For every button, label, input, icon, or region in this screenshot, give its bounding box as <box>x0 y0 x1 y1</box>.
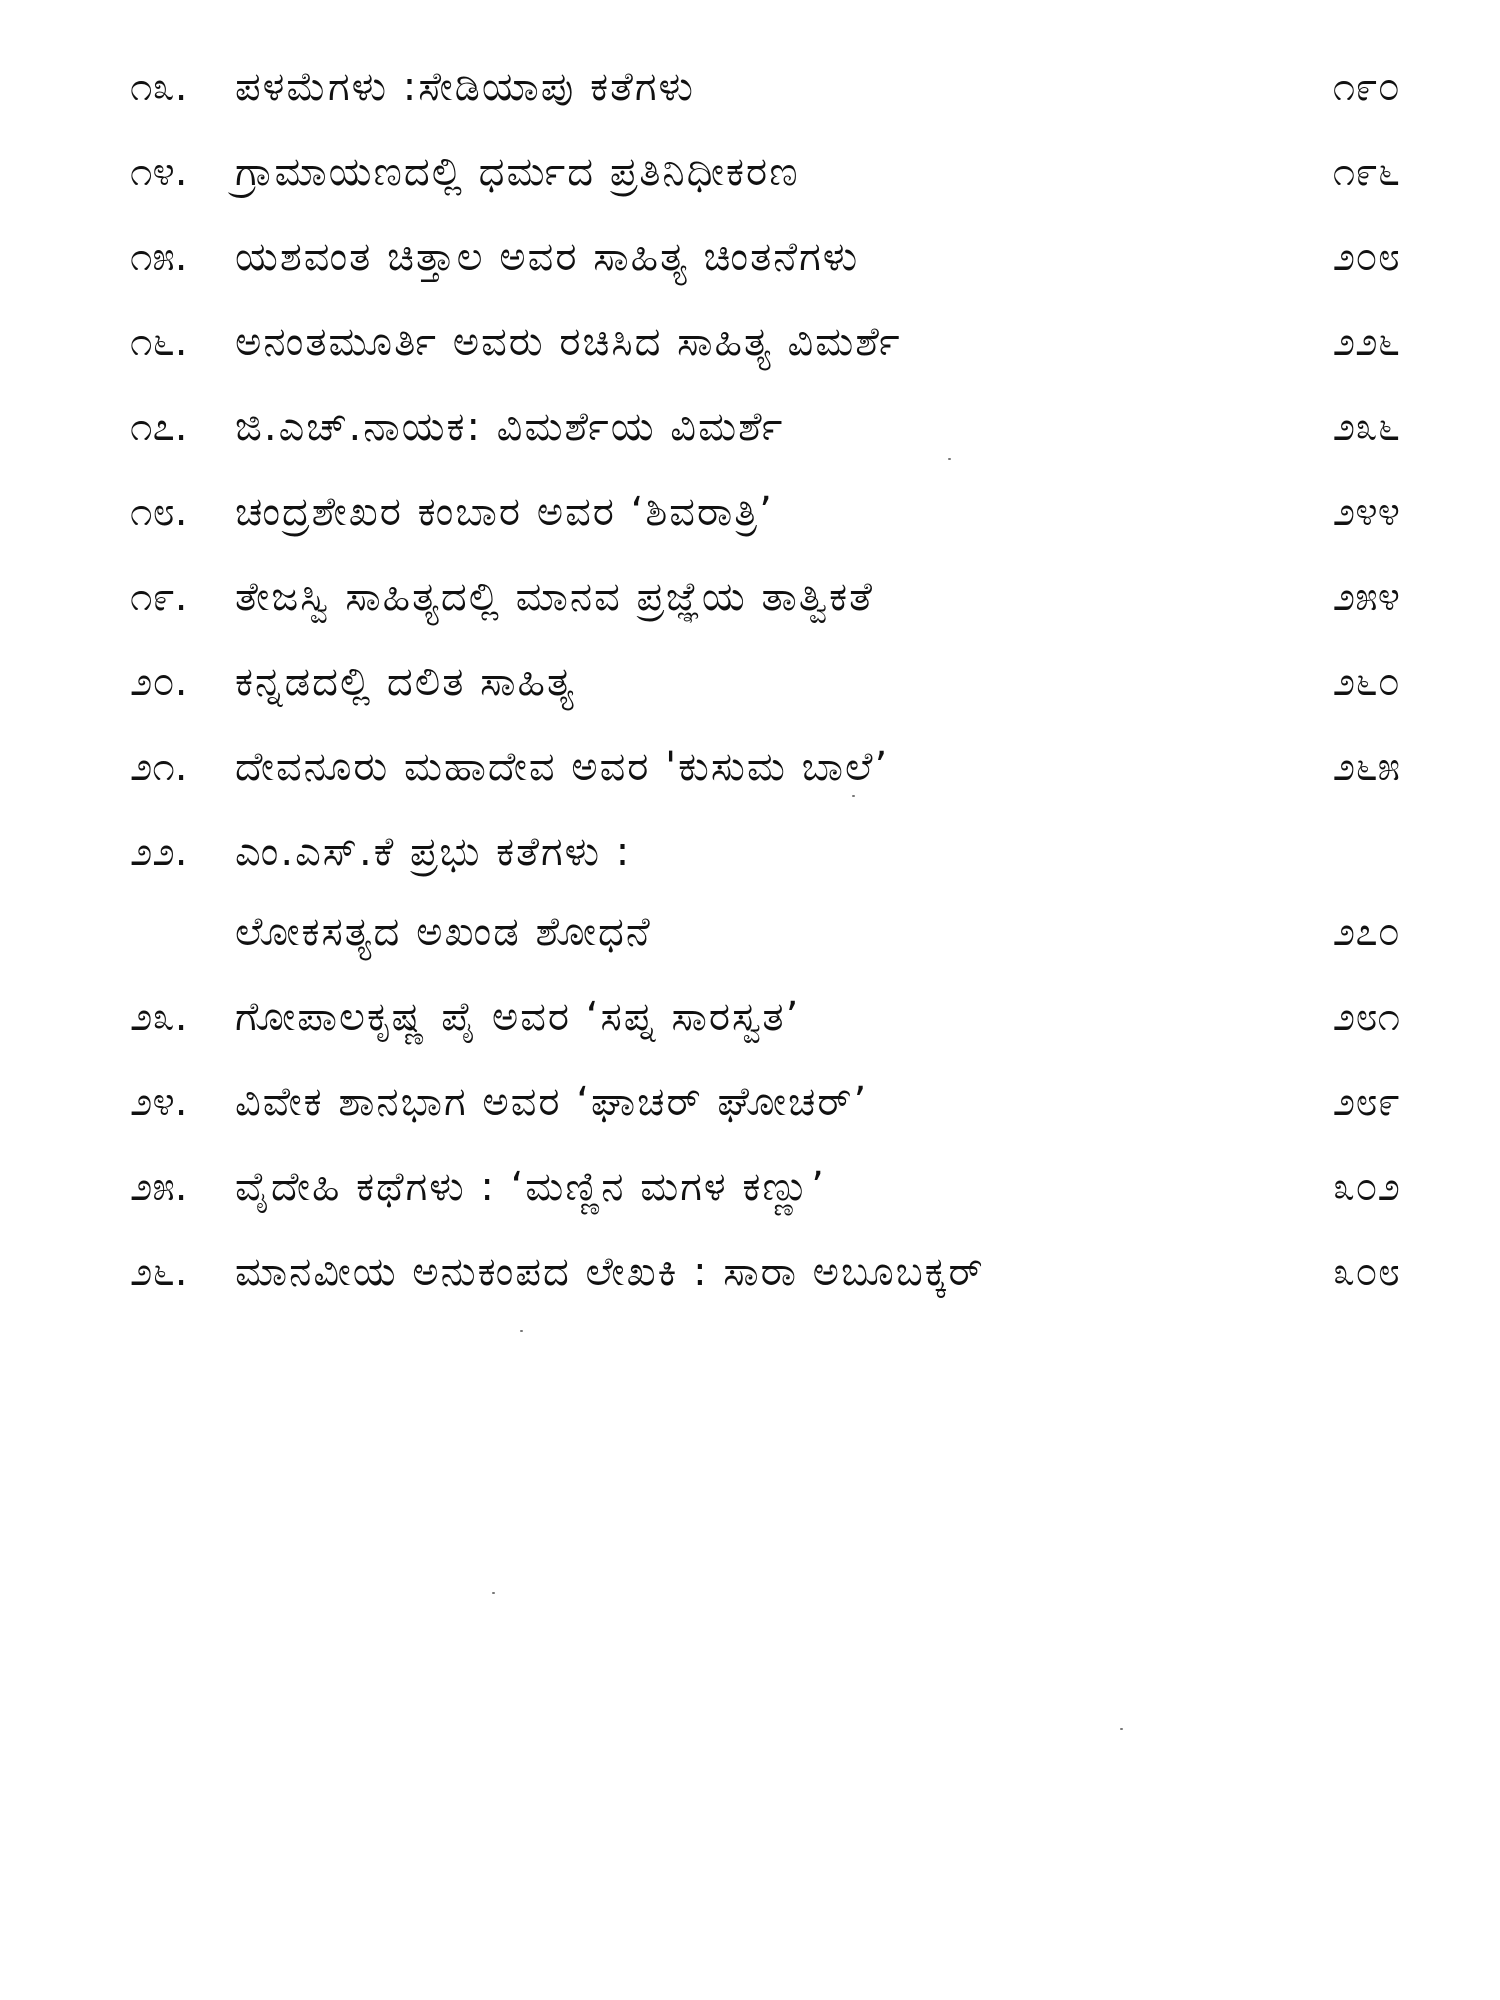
scan-speck <box>520 1330 523 1332</box>
toc-entry <box>130 232 1400 282</box>
entry-number: ೨೨. <box>130 829 188 875</box>
entry-number: ೨೧. <box>130 744 188 790</box>
entry-title <box>235 992 1250 1042</box>
entry-title-line: ಮಾನವೀಯ ಅನುಕಂಪದ ಲೇಖಕಿ : ಸಾರಾ ಅಬೂಬಕ್ಕರ್ <box>235 1249 985 1295</box>
entry-page-number: ೧೯೦ <box>1332 64 1400 110</box>
entry-page-number: ೨೭೦ <box>1332 909 1400 955</box>
toc-entry <box>130 1162 1400 1212</box>
entry-number: ೨೩. <box>130 994 188 1040</box>
entry-number: ೧೯. <box>130 574 188 620</box>
entry-title <box>235 487 1250 537</box>
entry-page-number: ೨೬೫ <box>1332 744 1400 790</box>
entry-title <box>235 1162 1250 1212</box>
toc-entry <box>130 487 1400 537</box>
entry-number: ೨೦. <box>130 659 188 705</box>
scan-speck <box>492 1592 495 1594</box>
entry-page-number: ೨೮೧ <box>1332 994 1400 1040</box>
entry-number: ೨೬. <box>130 1249 188 1295</box>
entry-number: ೨೪. <box>130 1079 188 1125</box>
entry-number: ೨೫. <box>130 1164 188 1210</box>
entry-title <box>235 742 1250 792</box>
entry-title <box>235 1077 1250 1127</box>
entry-title <box>235 572 1250 622</box>
entry-number: ೧೪. <box>130 149 188 195</box>
scan-speck <box>1120 1728 1123 1730</box>
toc-entry <box>130 572 1400 622</box>
entry-number: ೧೮. <box>130 489 188 535</box>
entry-title-line: ಕನ್ನಡದಲ್ಲಿ ದಲಿತ ಸಾಹಿತ್ಯ <box>235 659 576 705</box>
entry-title <box>235 827 1250 957</box>
entry-title <box>235 657 1250 707</box>
toc-entry <box>130 992 1400 1042</box>
entry-title-line: ಪಳಮೆಗಳು :ಸೇಡಿಯಾಪು ಕತೆಗಳು <box>235 64 695 110</box>
entry-title-line: ತೇಜಸ್ವಿ ಸಾಹಿತ್ಯದಲ್ಲಿ ಮಾನವ ಪ್ರಜ್ಞೆಯ ತಾತ್ವಿಕತೆ <box>235 574 874 620</box>
entry-title <box>235 147 1250 197</box>
entry-number: ೧೬. <box>130 319 188 365</box>
toc-entry <box>130 317 1400 367</box>
entry-page-number: ೨೩೬ <box>1332 404 1400 450</box>
entry-title-line: ದೇವನೂರು ಮಹಾದೇವ ಅವರ 'ಕುಸುಮ ಬಾಲೆ’ <box>235 744 890 790</box>
toc-entry <box>130 1077 1400 1127</box>
toc-entry <box>130 402 1400 452</box>
entry-title <box>235 317 1250 367</box>
entry-page-number: ೨೬೦ <box>1332 659 1400 705</box>
entry-number: ೧೩. <box>130 64 188 110</box>
entry-title-line: ವಿವೇಕ ಶಾನಭಾಗ ಅವರ ‘ಘಾಚರ್ ಘೋಚರ್’ <box>235 1079 869 1125</box>
entry-number: ೧೫. <box>130 234 188 280</box>
entry-title <box>235 1247 1250 1297</box>
entry-page-number: ೩೦೮ <box>1332 1249 1400 1295</box>
entry-title-line: ಅನಂತಮೂರ್ತಿ ಅವರು ರಚಿಸಿದ ಸಾಹಿತ್ಯ ವಿಮರ್ಶೆ <box>235 319 902 365</box>
entry-page-number: ೨೮೯ <box>1332 1079 1400 1125</box>
entry-title <box>235 402 1250 452</box>
entry-page-number: ೧೯೬ <box>1332 149 1400 195</box>
toc-entry <box>130 147 1400 197</box>
entry-page-number: ೨೪೪ <box>1332 489 1400 535</box>
toc-entry <box>130 742 1400 792</box>
toc-entry <box>130 657 1400 707</box>
scan-speck <box>948 458 951 460</box>
entry-number: ೧೭. <box>130 404 188 450</box>
entry-title-line: ಜಿ.ಎಚ್.ನಾಯಕ: ವಿಮರ್ಶೆಯ ವಿಮರ್ಶೆ <box>235 404 785 450</box>
entry-title-line: ಗೋಪಾಲಕೃಷ್ಣ ಪೈ ಅವರ ‘ಸಪ್ನ ಸಾರಸ್ವತ’ <box>235 994 801 1040</box>
toc-entry <box>130 827 1400 957</box>
entry-page-number: ೨೦೮ <box>1332 234 1400 280</box>
table-of-contents <box>130 62 1400 1332</box>
entry-title <box>235 232 1250 282</box>
scan-speck <box>852 795 855 797</box>
entry-title-line: ಗ್ರಾಮಾಯಣದಲ್ಲಿ ಧರ್ಮದ ಪ್ರತಿನಿಧೀಕರಣ <box>235 149 800 195</box>
toc-entry <box>130 62 1400 112</box>
toc-entry <box>130 1247 1400 1297</box>
entry-title-line: ಯಶವಂತ ಚಿತ್ತಾಲ ಅವರ ಸಾಹಿತ್ಯ ಚಿಂತನೆಗಳು <box>235 234 860 280</box>
entry-page-number: ೨೨೬ <box>1332 319 1400 365</box>
entry-title-line: ಚಂದ್ರಶೇಖರ ಕಂಬಾರ ಅವರ ‘ಶಿವರಾತ್ರಿ’ <box>235 489 774 535</box>
entry-title-line: ವೈದೇಹಿ ಕಥೆಗಳು : ‘ಮಣ್ಣಿನ ಮಗಳ ಕಣ್ಣು’ <box>235 1164 826 1210</box>
entry-title-line: ಎಂ.ಎಸ್.ಕೆ ಪ್ರಭು ಕತೆಗಳು : <box>235 829 632 875</box>
entry-title <box>235 62 1250 112</box>
entry-title-line: ಲೋಕಸತ್ಯದ ಅಖಂಡ ಶೋಧನೆ <box>235 909 652 955</box>
entry-page-number: ೨೫೪ <box>1332 574 1400 620</box>
entry-page-number: ೩೦೨ <box>1332 1164 1400 1210</box>
